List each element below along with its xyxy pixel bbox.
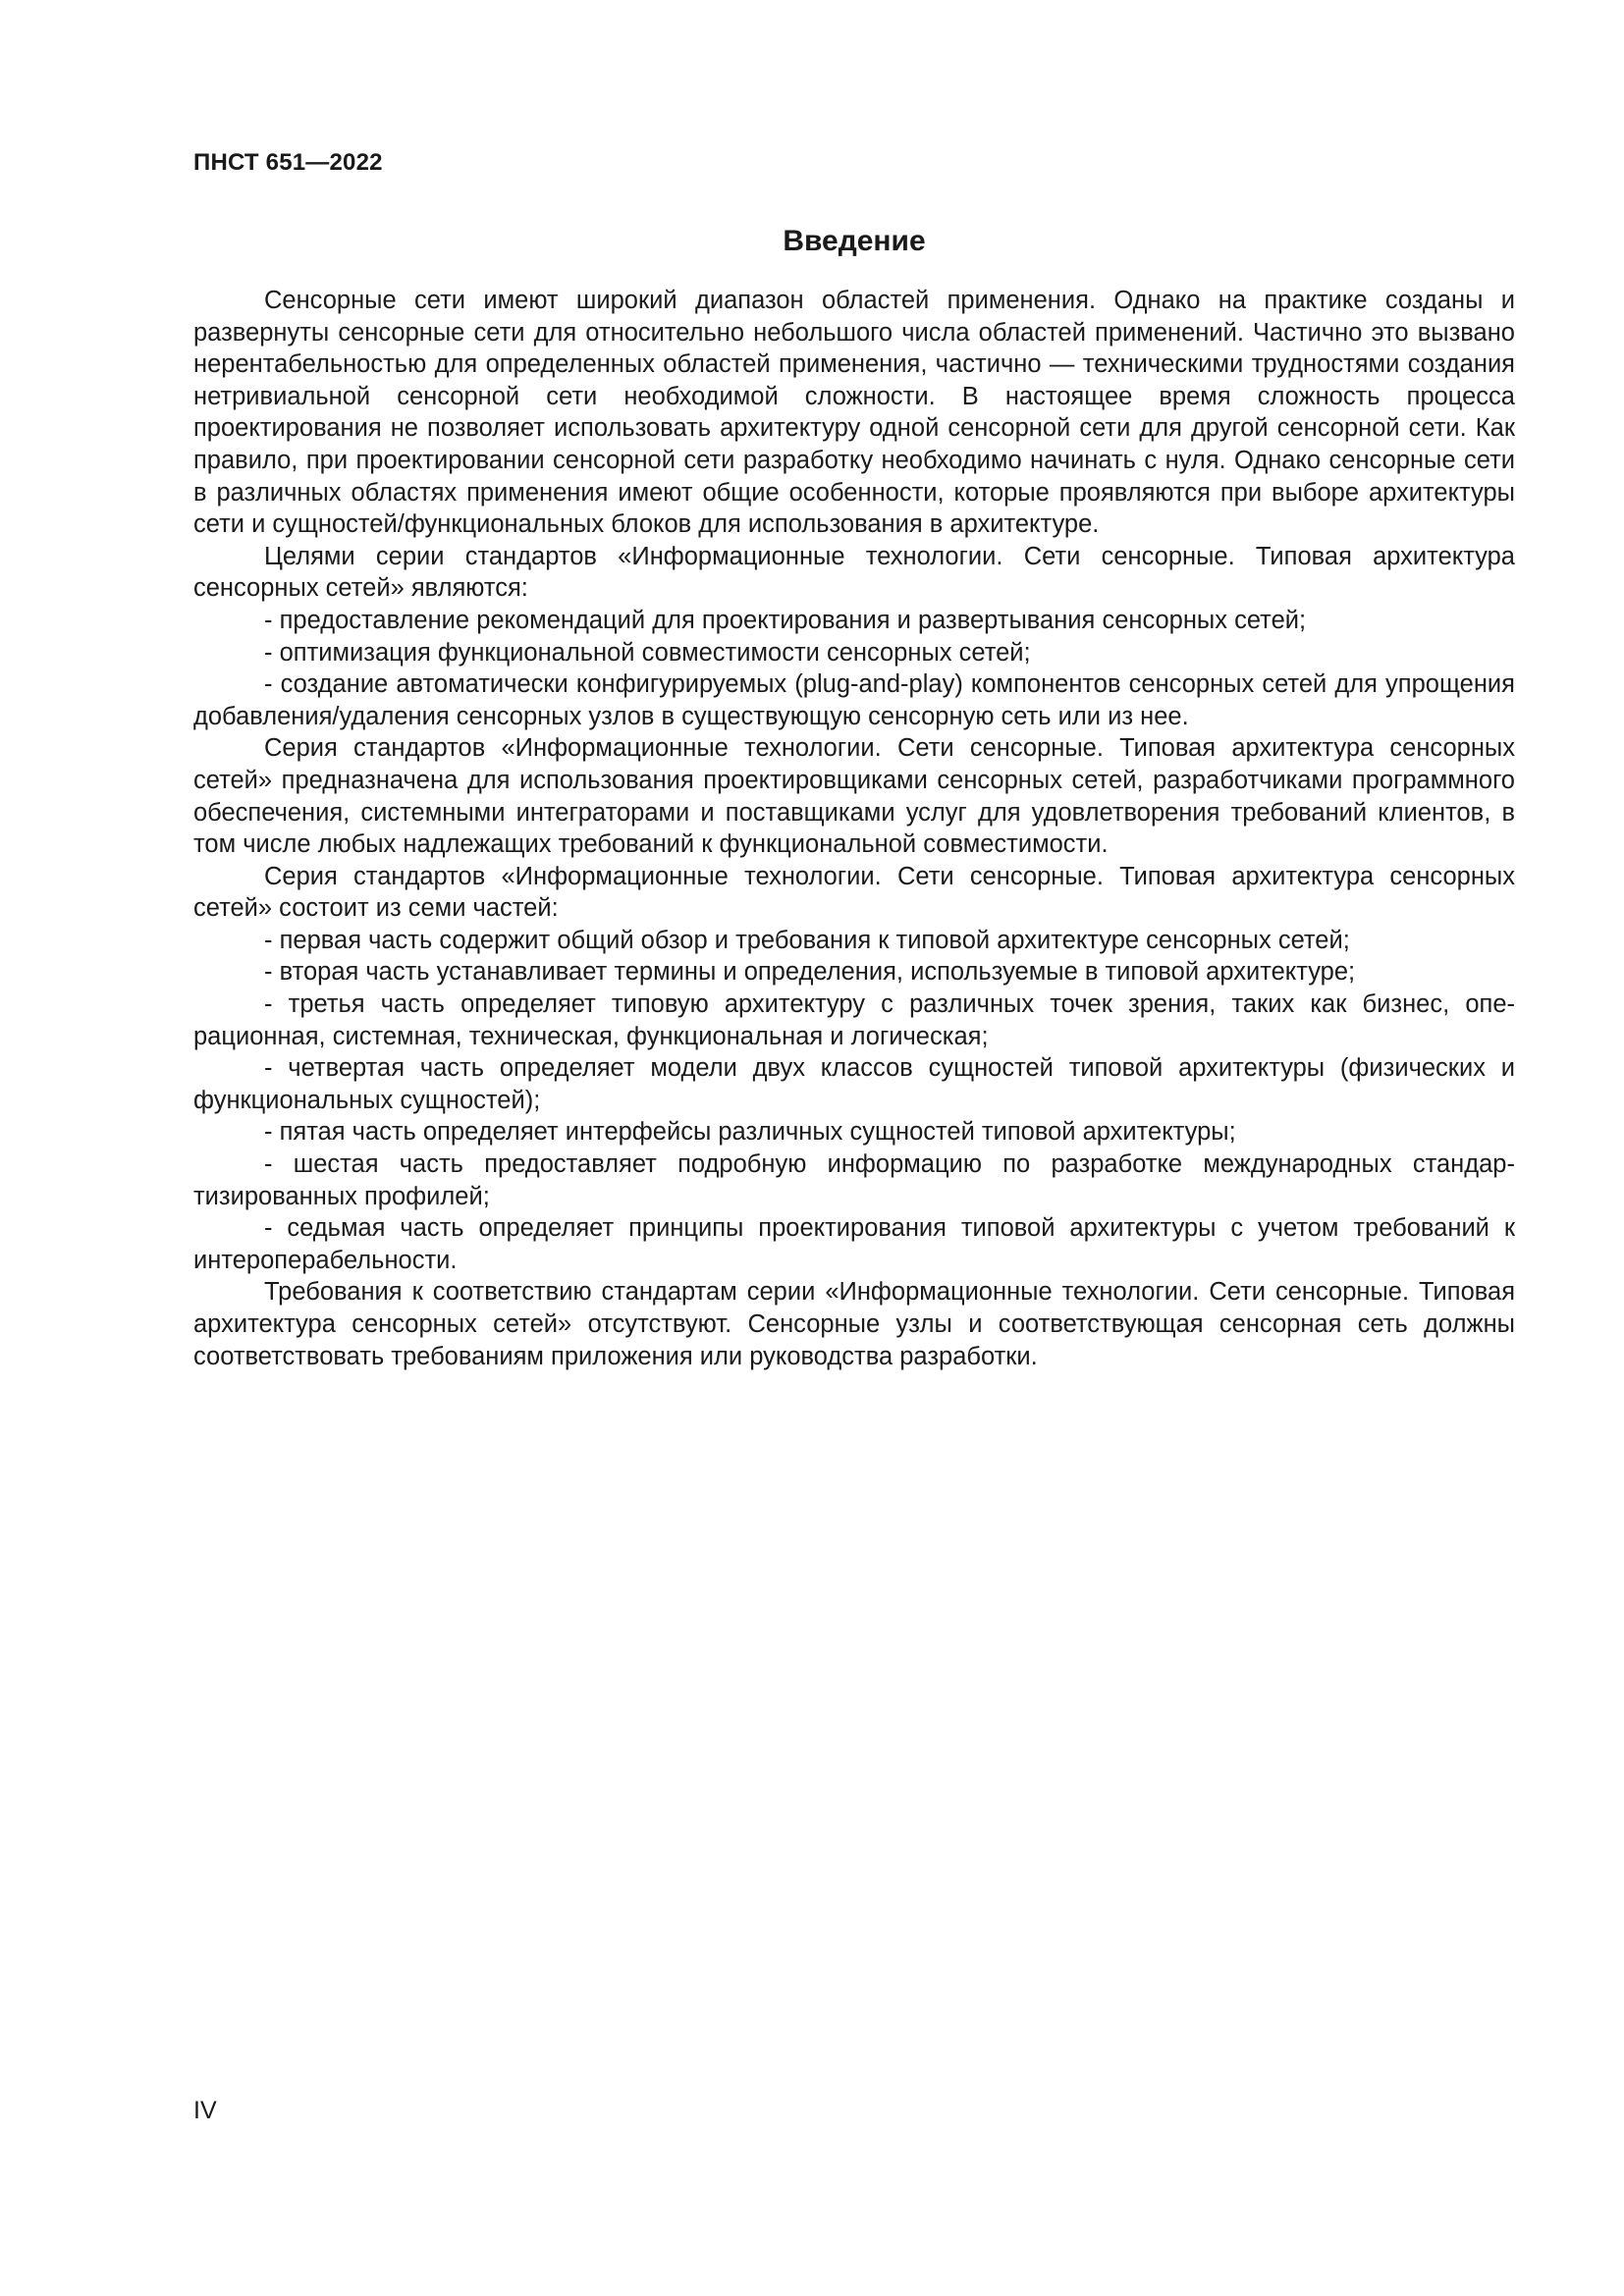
list-item: - седьмая часть определяет принципы проектирования типовой архитектуры с учетом требований к интероперабельности. (193, 1214, 1515, 1274)
list-item: - шестая часть предоставляет подробную информацию по разработке международных стандартизированных профилей; (193, 1150, 1515, 1210)
list-item: - предоставление рекомендаций для проектирования и развертывания сенсорных сетей; (264, 606, 1307, 634)
list-item: - четвертая часть определяет модели двух классов сущностей типовой архитектуры (физических и функциональных сущностей); (193, 1054, 1515, 1114)
paragraph: Целями серии стандартов «Информационные технологии. Сети сенсорные. Типовая архитектура сенсорных сетей» являются: (193, 542, 1515, 603)
paragraph: Сенсорные сети имеют широкий диапазон областей применения. Однако на практике созданы и развернуты сенсорные сети для относительно небольшого числа областей применений. Частично это вызвано нерентабельностью для определенных областей применения, частично — техническими трудностями создания нетривиальной сенсорной сети необходимой сложности. В настоящее время сложность процесса проектирования не позволяет использовать архитектуру одной сенсорной сети для другой сенсорной сети. Как правило, при проектировании сенсорной сети разработку необходимо начинать с нуля. Однако сенсорные сети в различных областях применения имеют общие особенности, которые проявляются при выборе архитектуры сети и сущностей/функциональных блоков для использования в архитектуре. (193, 287, 1515, 539)
list-item: - создание автоматически конфигурируемых (plug-and-play) компонентов сенсорных сетей для упрощения добавления/удаления сенсорных узлов в существующую сенсорную сеть или из нее. (193, 670, 1515, 730)
list-item: - третья часть определяет типовую архитектуру с различных точек зрения, таких как бизнес, операционная, системная, техническая, функциональная и логическая; (193, 990, 1515, 1050)
paragraph: Серия стандартов «Информационные технологии. Сети сенсорные. Типовая архитектура сенсорных сетей» предназначена для использования проектировщиками сенсорных сетей, разработчиками программного обеспечения, системными интеграторами и поставщиками услуг для удовлетворения требований клиентов, в том числе любых надлежащих требований к функциональной совместимости. (193, 734, 1515, 859)
paragraph: Требования к соответствию стандартам серии «Информационные технологии. Сети сенсорные. Типовая архитектура сенсорных сетей» отсутствуют. Сенсорные узлы и соответствующая сенсорная сеть должны соответствовать требованиям приложения или руководства разработки. (193, 1278, 1515, 1370)
section-title: Введение (783, 225, 926, 257)
body-text (193, 285, 1515, 1372)
list-item: - первая часть содержит общий обзор и требования к типовой архитектуре сенсорных сетей; (264, 926, 1350, 954)
paragraph: Серия стандартов «Информационные технологии. Сети сенсорные. Типовая архитектура сенсорных сетей» состоит из семи частей: (193, 862, 1515, 923)
page-number: IV (193, 2097, 217, 2124)
list-item: - пятая часть определяет интерфейсы различных сущностей типовой архитектуры; (264, 1118, 1236, 1147)
list-item: - вторая часть устанавливает термины и определения, используемые в типовой архитектуре; (264, 958, 1356, 987)
list-item: - оптимизация функциональной совместимости сенсорных сетей; (264, 638, 1031, 667)
document-code: ПНСТ 651—2022 (193, 149, 383, 176)
